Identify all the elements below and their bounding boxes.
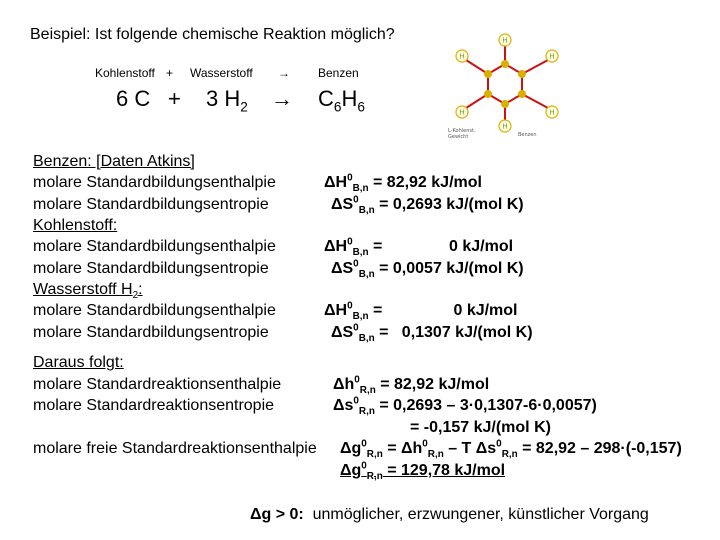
free-enthalpy-result: $\Delta g^0_{R,n} = 129,78$ kJ/mol: [340, 460, 506, 483]
carbon-atom: [501, 100, 509, 108]
eq-plus: +: [168, 86, 181, 111]
bond-lines: [466, 46, 548, 122]
benzene-enthalpy-label: molare Standardbildungsenthalpie: [33, 174, 276, 191]
carbon-atoms: [484, 60, 526, 108]
svg-text:Benzen: Benzen: [518, 132, 537, 138]
word-arrow: →: [278, 66, 290, 80]
carbon-enthalpy-label: molare Standardbildungsenthalpie: [33, 238, 276, 255]
reaction-enthalpy-label: molare Standardreaktionsenthalpie: [33, 376, 282, 393]
carbon-atom: [501, 60, 509, 68]
benzene-structure-svg: [448, 28, 568, 140]
svg-text:Gewicht: Gewicht: [448, 134, 469, 140]
free-enthalpy-label: molare freie Standardreaktionsenthalpie: [33, 440, 317, 457]
svg-text:H: H: [459, 52, 465, 61]
carbon-entropy-value: $\Delta S^0_{B,n} = 0,0057$ kJ/(mol K): [331, 258, 524, 281]
hydrogen-enthalpy-value: $\Delta H^0_{B,n}$ = 0 kJ/mol: [324, 300, 518, 323]
eq-carbon: 6 C: [116, 86, 151, 111]
carbon-entropy-label: molare Standardbildungsentropie: [33, 260, 269, 277]
hydrogen-heading: Wasserstoff $H_2$:: [33, 281, 143, 302]
carbon-atom: [484, 70, 492, 78]
hydrogen-entropy-label: molare Standardbildungsentropie: [33, 324, 269, 341]
svg-text:H: H: [549, 52, 555, 61]
conclusion-text: unmöglicher, erzwungener, künstlicher Vorgang: [312, 506, 649, 523]
eq-arrow: →: [271, 86, 293, 111]
svg-text:L-Kohlenst.: L-Kohlenst.: [448, 128, 476, 134]
eq-hydrogen: 3 $H_2$: [206, 86, 248, 115]
carbon-atom: [518, 70, 526, 78]
hydrogen-atoms: [456, 34, 558, 132]
free-enthalpy-equation: $\Delta g^0_{R,n} = \Delta h^0_{R,n} - T$ $\Delta s^0_{R,n} = 82,92 - 298\cdot(-0,157)$: [340, 438, 682, 461]
molecule-legend: [448, 128, 537, 140]
result-heading: Daraus folgt:: [33, 354, 124, 371]
word-plus: +: [166, 66, 174, 80]
hydrogen-enthalpy-label: molare Standardbildungsenthalpie: [33, 302, 276, 319]
reaction-entropy-value: $\Delta s^0_{R,n} = 0,2693 - 3\cdot 0,1307-6\cdot 0,0057$): [333, 395, 597, 418]
svg-text:H: H: [502, 36, 508, 45]
word-benzene: Benzen: [318, 66, 359, 80]
benzene-molecule-diagram: [448, 28, 568, 140]
carbon-heading: Kohlenstoff:: [33, 217, 118, 234]
svg-text:H: H: [549, 108, 555, 117]
word-carbon: Kohlenstoff: [95, 66, 155, 80]
benzene-heading: Benzen: [Daten Atkins]: [33, 153, 195, 170]
word-hydrogen: Wasserstoff: [190, 66, 253, 80]
benzene-entropy-value: $\Delta S^0_{B,n} = 0,2693$ kJ/(mol K): [331, 194, 524, 217]
hydrogen-entropy-value: $\Delta S^0_{B,n} = 0,1307$ kJ/(mol K): [331, 322, 533, 345]
carbon-atom: [484, 90, 492, 98]
svg-text:H: H: [502, 122, 508, 131]
svg-text:H: H: [459, 108, 465, 117]
reaction-entropy-result: = -0,157 kJ/(mol K): [410, 419, 551, 436]
reaction-entropy-label: molare Standardreaktionsentropie: [33, 397, 275, 414]
carbon-enthalpy-value: $\Delta H^0_{B,n}$ = 0 kJ/mol: [324, 236, 514, 259]
benzene-enthalpy-value: $\Delta H^0_{B,n} = 82,92$ kJ/mol: [324, 172, 482, 195]
eq-product: $C_6H_6$: [318, 86, 365, 115]
benzene-entropy-label: molare Standardbildungsentropie: [33, 196, 269, 213]
reaction-enthalpy-value: $\Delta h^0_{R,n} = 82,92$ kJ/mol: [333, 374, 490, 397]
conclusion-symbol: Δg > 0:: [250, 506, 304, 523]
page-title: Beispiel: Ist folgende chemische Reaktion möglich?: [30, 26, 395, 43]
conclusion: [250, 506, 649, 524]
carbon-atom: [518, 90, 526, 98]
hydrogen-labels: [459, 37, 554, 131]
